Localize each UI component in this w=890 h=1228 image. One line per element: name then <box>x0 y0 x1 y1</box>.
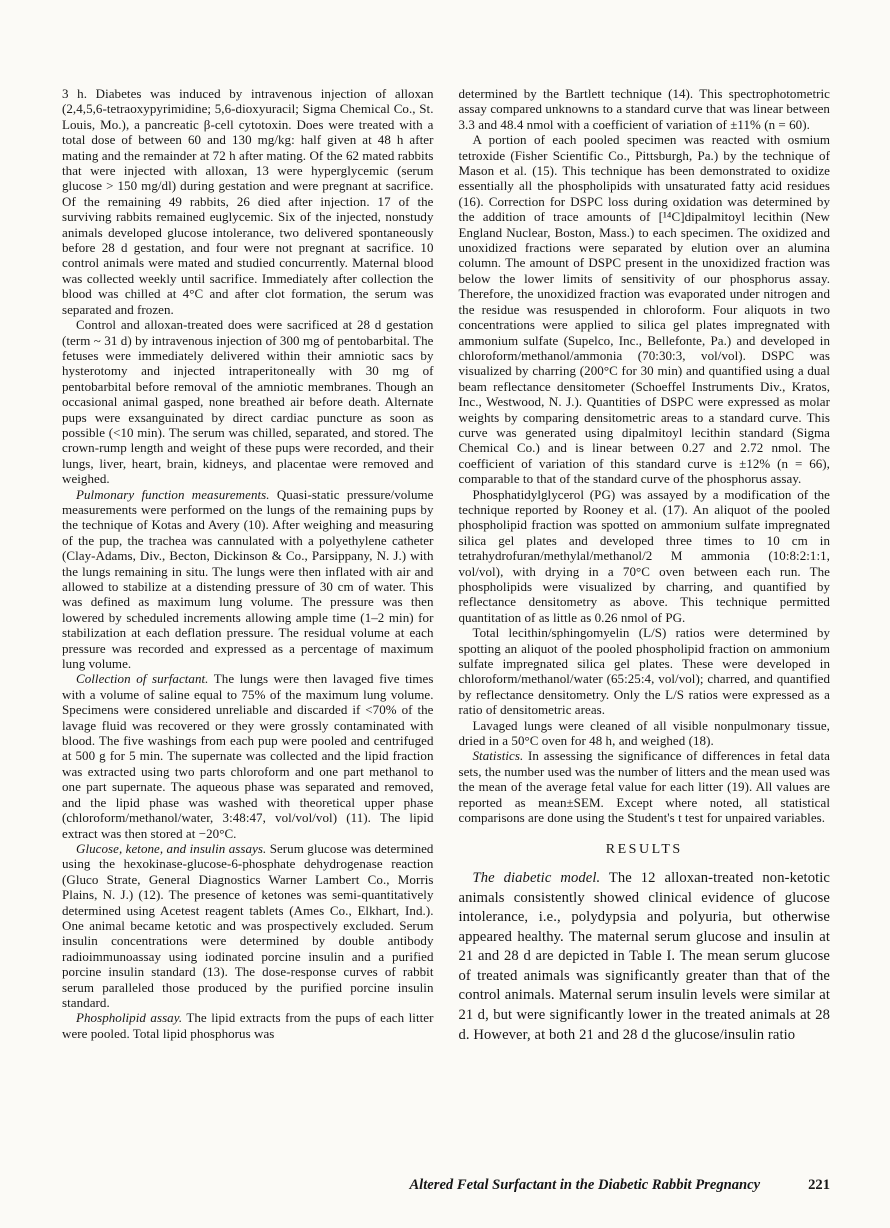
run-in-heading: Statistics. <box>472 748 524 764</box>
paragraph-text: The 12 alloxan-treated non-ketotic animals consistently showed clinical evidence of glucose intolerance, i.e., polydypsia and polyuria, but otherwise appeared healthy. The maternal serum glucose and insulin at 21 and 28 d are depicted in Table I. The mean serum glucose of treated animals was significantly greater than that of the control animals. Maternal serum insulin levels were similar at 21 d, but were significantly lower in the treated animals at 28 d. However, at both 21 and 28 d the glucose/insulin ratio <box>458 869 830 1043</box>
run-in-heading: Phospholipid assay. <box>76 1010 183 1026</box>
body-paragraph <box>459 487 831 626</box>
body-paragraph <box>62 86 434 317</box>
page-number: 221 <box>808 1177 830 1193</box>
paragraph-text: Phosphatidylglycerol (PG) was assayed by a modification of the technique reported by Rooney et al. (17). An aliquot of the pooled phospholipid fraction was spotted on ammonium sulfate impregnated silica gel plates and developed three times to 10 cm in tetrahydrofuran/methylal/methanol/2 M ammonia (10:8:2:1:1, vol/vol), with drying in a 70°C oven between each run. The phospholipids were visualized by charring, and quantified by reflectance densitometry as above. This technique permitted quantitation of as little as 0.26 nmol of PG. <box>458 486 830 625</box>
paragraph-text: Control and alloxan-treated does were sacrificed at 28 d gestation (term ~ 31 d) by intravenous injection of 300 mg of pentobarbital. The fetuses were immediately delivered within their amniotic sacs by hysterotomy and injected intraperitoneally with 30 mg of pentobarbital before removal of the amniotic membranes. Though an occasional animal gasped, none breathed air before death. Alternate pups were exsanguinated by direct cardiac puncture as soon as possible (<10 min). The serum was chilled, separated, and stored. The crown-rump length and weight of these pups were recorded, and their lungs, liver, heart, brain, kidneys, and placentae were removed and weighed. <box>62 317 434 487</box>
body-paragraph <box>459 748 831 825</box>
paragraph-text: Quasi-static pressure/volume measurements were performed on the lungs of the remaining pups by the technique of Kotas and Avery (10). After weighing and measuring of the pup, the trachea was cannulated with a polyethylene catheter (Clay-Adams, Div., Becton, Dickinson & Co., Parsippany, N. J.) with the lungs remaining in situ. The lungs were then inflated with air and allowed to stabilize at a distending pressure of 30 cm of water. This was defined as maximum lung volume. The pressure was then lowered by scheduled increments allowing ample time (1–2 min) for stabilization at each deflation pressure. The residual volume at each pressure was recorded and expressed as a percentage of maximum lung volume. <box>62 486 434 672</box>
footer-running-title: Altered Fetal Surfactant in the Diabetic Rabbit Pregnancy <box>409 1177 761 1193</box>
run-in-heading: Pulmonary function measurements. <box>76 486 270 502</box>
run-in-heading: Glucose, ketone, and insulin assays. <box>76 840 267 856</box>
paragraph-text: In assessing the significance of differences in fetal data sets, the number used was the number of litters and the mean used was the mean of the average fetal value for each litter (19). All values are reported as mean±SEM. Except where noted, all statistical comparisons are done using the Student's t test for unpaired variables. <box>458 748 830 826</box>
paragraph-text: 3 h. Diabetes was induced by intravenous injection of alloxan (2,4,5,6-tetraoxypyrimidine; 5,6-dioxyuracil; Sigma Chemical Co., St. Louis, Mo.), a pancreatic β-cell cytotoxin. Does were treated with a total dose of between 60 and 130 mg/kg: half given at 48 h after mating and the remainder at 72 h after mating. Of the 62 mated rabbits that were injected with alloxan, 13 were hyperglycemic (serum glucose > 150 mg/dl) during gestation and were pregnant at sacrifice. Of the remaining 49 rabbits, 26 died after injection. 17 of the surviving rabbits remained euglycemic. Six of the injected, nonstudy animals developed glucose intolerance, two delivered spontaneously before 28 d gestation, and four were not pregnant at sacrifice. 10 control animals were mated and studied concurrently. Maternal blood was collected weekly until sacrifice. Immediately after collection the blood was chilled at 4°C and after clot formation, the serum was separated and frozen. <box>62 86 434 317</box>
body-paragraph <box>62 1010 434 1041</box>
body-paragraph <box>459 86 831 132</box>
section-heading-results: RESULTS <box>605 841 683 857</box>
paragraph-text: A portion of each pooled specimen was reacted with osmium tetroxide (Fisher Scientific Co., Pittsburgh, Pa.) by the technique of Mason et al. (15). This technique has been demonstrated to oxidize essentially all the phospholipids with unsaturated fatty acid residues (16). Correction for DSPC loss during oxidation was determined by the addition of trace amounts of [¹⁴C]dipalmitoyl lecithin (New England Nuclear, Boston, Mass.) to each specimen. The oxidized and unoxidized fractions were separated by elution over an alumina column. The amount of DSPC present in the unoxidized fraction was below the lower limits of sensitivity of our phosphorus assay. Therefore, the unoxidized fraction was evaporated under nitrogen and the residue was resuspended in chloroform. Four aliquots in two concentrations were applied to silica gel plates impregnated with ammonium sulfate (Supelco, Inc., Bellefonte, Pa.) and developed in chloroform/methanol/ammonia (70:30:3, vol/vol). DSPC was visualized by charring (200°C for 30 min) and quantified using a dual beam reflectance densitometer (Schoeffel Instruments Div., Kratos, Inc., Westwood, N. J.). Quantities of DSPC were expressed as molar weights by comparing densitometric areas to a standard curve. This curve was generated using dipalmitoyl lecithin standard (Sigma Chemical Co.) and is linear between 0.27 and 2.72 nmol. The coefficient of variation of this standard curve is ±12% (n = 66), comparable to that of the standard curve of the phosphorus assay. <box>458 132 830 487</box>
run-in-heading: Collection of surfactant. <box>76 671 209 687</box>
body-paragraph <box>62 317 434 486</box>
left-column <box>62 86 434 1045</box>
run-in-heading: The diabetic model. <box>472 869 601 886</box>
body-paragraph <box>62 671 434 840</box>
paragraph-text: The lipid extracts from the pups of each litter were pooled. Total lipid phosphorus was <box>62 1010 434 1041</box>
paragraph-text: Serum glucose was determined using the hexokinase-glucose-6-phosphate dehydrogenase reaction (Gluco Strate, General Diagnostics Warner Lambert Co., Morris Plains, N. J.) (12). The presence of ketones was semi-quantitatively determined using Acetest reagent tablets (Ames Co., Elkhart, Ind.). One animal became ketotic and was prospectively excluded. Serum insulin concentrations were determined by double antibody radioimmunoassay using iodinated porcine insulin and a purified porcine insulin standard (13). The dose-response curves of rabbit serum paralleled those produced by the purified porcine insulin standard. <box>62 840 434 1010</box>
right-column <box>459 86 831 1045</box>
body-paragraph <box>459 132 831 486</box>
body-paragraph <box>62 487 434 672</box>
paragraph-text: Total lecithin/sphingomyelin (L/S) ratios were determined by spotting an aliquot of the pooled phospholipid fraction on ammonium sulfate impregnated silica gel plates. These were developed in chloroform/methanol/water (65:25:4, vol/vol); charred, and quantified by reflectance densitometry. Only the L/S ratios were expressed as a ratio of densitometric areas. <box>458 625 830 718</box>
page-footer <box>409 1176 830 1194</box>
body-paragraph <box>459 718 831 749</box>
paragraph-text: Lavaged lungs were cleaned of all visible nonpulmonary tissue, dried in a 50°C oven for 48 h, and weighed (18). <box>458 717 830 749</box>
body-paragraph <box>459 625 831 717</box>
paragraph-text: The lungs were then lavaged five times with a volume of saline equal to 75% of the maximum lung volume. Specimens were considered unreliable and discarded if <70% of the lavage fluid was recovered or they were grossly contaminated with blood. The five washings from each pup were pooled and centrifuged at 500 g for 5 min. The supernate was collected and the lipid fraction was extracted using two parts chloroform and one part methanol to one part supernate. The aqueous phase was separated and removed, and the lipid phase was washed with theoretical upper phase (chloroform/methanol/water, 3:48:47, vol/vol/vol) (11). The lipid extract was then stored at −20°C. <box>62 671 434 841</box>
body-paragraph <box>62 841 434 1010</box>
paragraph-text: determined by the Bartlett technique (14). This spectrophotometric assay compared unknowns to a standard curve that was linear between 3.3 and 48.4 nmol with a coefficient of variation of ±11% (n = 60). <box>458 86 830 132</box>
results-paragraph <box>459 869 831 1045</box>
